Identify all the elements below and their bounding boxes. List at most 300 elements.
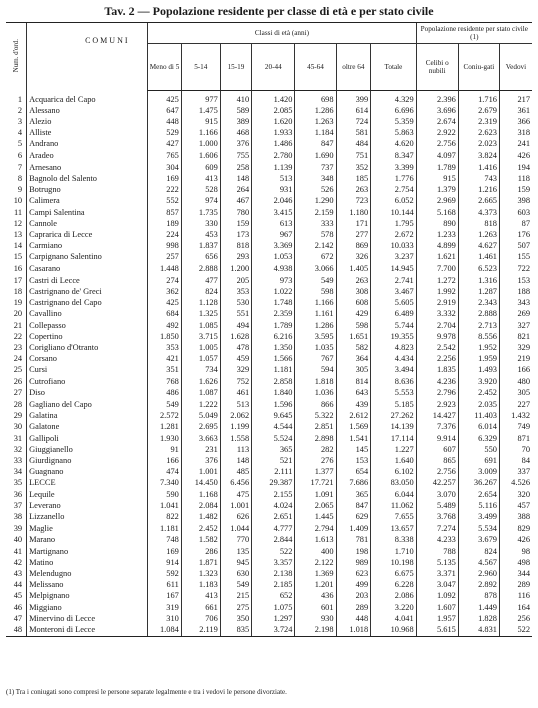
table-cell: 1.621 (416, 251, 458, 263)
table-cell: 425 (148, 297, 182, 308)
table-cell: 169 (148, 173, 182, 184)
table-cell: 1.168 (181, 489, 220, 500)
row-number: 48 (6, 624, 27, 636)
table-cell: 2.674 (416, 116, 458, 127)
row-number: 31 (13, 433, 23, 443)
table-cell: 1.092 (416, 590, 458, 602)
table-cell: 3.009 (458, 466, 499, 477)
table-cell: 189 (148, 218, 182, 229)
table-cell: 2.888 (181, 263, 220, 274)
row-number: 3 (17, 117, 23, 127)
table-cell: 389 (220, 116, 251, 127)
table-cell: 2.794 (295, 523, 336, 534)
table-cell: 36.267 (458, 477, 499, 489)
table-cell: 1.036 (295, 387, 336, 398)
table-cell: 1.493 (458, 364, 499, 376)
table-cell: 780 (220, 207, 251, 218)
table-cell: 4.024 (252, 500, 295, 511)
table-cell: 2.922 (416, 127, 458, 138)
table-cell: 1.263 (458, 229, 499, 240)
table-cell: 609 (181, 162, 220, 173)
table-cell: 166 (148, 455, 182, 466)
table-row (6, 624, 532, 636)
table-cell: 755 (220, 150, 251, 161)
table-cell: 998 (148, 240, 182, 251)
table-cell: 486 (148, 387, 182, 398)
table-cell: 1.461 (458, 251, 499, 263)
table-cell: 3.920 (458, 376, 499, 387)
table-cell: 607 (416, 444, 458, 455)
comune-name: Melpignano (27, 590, 148, 602)
table-cell: 215 (220, 590, 251, 602)
table-cell: 1.558 (220, 433, 251, 444)
table-cell: 17.114 (371, 433, 416, 444)
table-cell: 499 (336, 579, 371, 590)
comune-name: Alliste (27, 127, 148, 138)
row-number: 12 (13, 219, 23, 229)
table-cell: 198 (336, 546, 371, 557)
table-cell: 10.033 (371, 240, 416, 251)
table-row (6, 477, 532, 489)
table-cell: 550 (458, 444, 499, 455)
table-row (6, 568, 532, 579)
table-cell: 3.220 (371, 602, 416, 613)
table-cell: 1.835 (416, 364, 458, 376)
table-cell: 835 (220, 624, 251, 636)
table-cell: 1.933 (252, 127, 295, 138)
table-cell: 498 (499, 557, 532, 568)
table-cell: 847 (336, 500, 371, 511)
row-number: 7 (17, 162, 23, 172)
table-cell: 286 (181, 546, 220, 557)
table-cell: 475 (220, 489, 251, 500)
table-row (6, 399, 532, 410)
table-cell: 4.567 (458, 557, 499, 568)
table-cell: 42.257 (416, 477, 458, 489)
table-cell: 549 (295, 275, 336, 286)
table-cell: 1.286 (295, 320, 336, 331)
table-cell: 421 (148, 353, 182, 364)
table-cell: 821 (499, 331, 532, 342)
table-cell: 2.185 (252, 579, 295, 590)
table-cell: 1.613 (295, 534, 336, 546)
table-cell: 164 (499, 602, 532, 613)
row-number: 5 (17, 139, 23, 149)
table-cell: 749 (499, 421, 532, 433)
table-cell: 353 (148, 342, 182, 353)
comune-name: Galatina (27, 410, 148, 421)
table-cell: 14.945 (371, 263, 416, 274)
table-cell: 1.818 (295, 376, 336, 387)
table-cell: 1.286 (295, 105, 336, 116)
table-cell: 319 (148, 602, 182, 613)
table-cell: 5.863 (371, 127, 416, 138)
table-cell: 7.376 (416, 421, 458, 433)
table-cell: 1.735 (181, 207, 220, 218)
table-cell: 528 (181, 184, 220, 195)
table-cell: 1.379 (416, 184, 458, 195)
comune-name: Castrignano del Capo (27, 297, 148, 308)
row-number: 46 (13, 603, 23, 613)
table-cell: 3.696 (416, 105, 458, 116)
table-cell: 522 (252, 546, 295, 557)
table-cell: 6.102 (371, 466, 416, 477)
table-cell: 2.672 (371, 229, 416, 240)
table-cell: 549 (148, 399, 182, 410)
table-cell: 1.087 (181, 387, 220, 398)
table-cell: 176 (499, 229, 532, 240)
table-cell: 5.135 (416, 557, 458, 568)
table-cell: 1.181 (148, 523, 182, 534)
table-cell: 478 (220, 342, 251, 353)
table-cell: 530 (220, 297, 251, 308)
table-cell: 2.343 (458, 297, 499, 308)
row-number: 27 (13, 388, 23, 398)
column-header: Totale (371, 44, 416, 91)
table-cell: 654 (336, 466, 371, 477)
table-cell: 723 (336, 195, 371, 207)
table-cell: 2.919 (416, 297, 458, 308)
table-cell: 1.952 (458, 342, 499, 353)
table-cell: 205 (220, 275, 251, 286)
table-cell: 4.041 (371, 613, 416, 624)
table-row (6, 613, 532, 624)
table-row (6, 195, 532, 207)
table-row (6, 602, 532, 613)
row-number: 29 (13, 410, 23, 420)
table-cell: 4.831 (458, 624, 499, 636)
table-cell: 293 (220, 251, 251, 263)
table-cell: 1.369 (295, 568, 336, 579)
table-cell: 1.180 (336, 207, 371, 218)
table-cell: 507 (499, 240, 532, 251)
table-cell: 4.627 (458, 240, 499, 251)
table-cell: 400 (295, 546, 336, 557)
table-row (6, 410, 532, 421)
table-cell: 1.000 (181, 138, 220, 150)
row-number: 35 (13, 478, 23, 488)
comune-name: Corsano (27, 353, 148, 364)
table-row (6, 116, 532, 127)
comune-name: Carmiano (27, 240, 148, 251)
row-number: 39 (13, 523, 23, 533)
table-cell: 264 (220, 184, 251, 195)
table-cell: 1.959 (458, 353, 499, 364)
table-row (6, 444, 532, 455)
table-row (6, 489, 532, 500)
table-cell: 722 (499, 263, 532, 274)
comuni-header: COMUNI (27, 23, 148, 91)
table-cell: 467 (220, 195, 251, 207)
table-cell: 3.332 (416, 308, 458, 320)
table-cell: 2.198 (295, 624, 336, 636)
table-cell: 274 (148, 275, 182, 286)
table-cell: 2.713 (458, 320, 499, 331)
row-number: 8 (17, 173, 23, 183)
comune-name: Gagliano del Capo (27, 399, 148, 410)
table-cell: 5.168 (416, 207, 458, 218)
table-cell: 361 (499, 105, 532, 116)
table-cell: 7.655 (371, 511, 416, 522)
table-cell: 3.415 (252, 207, 295, 218)
table-cell: 3.371 (416, 568, 458, 579)
table-cell: 87 (499, 218, 532, 229)
table-cell: 2.111 (252, 466, 295, 477)
table-cell: 2.119 (181, 624, 220, 636)
table-cell: 352 (336, 162, 371, 173)
table-row (6, 218, 532, 229)
table-cell: 1.166 (181, 127, 220, 138)
table-cell: 2.960 (458, 568, 499, 579)
comune-name: Caprarica di Lecce (27, 229, 148, 240)
table-cell: 1.001 (181, 466, 220, 477)
table-cell: 222 (148, 184, 182, 195)
table-cell: 589 (220, 105, 251, 116)
table-cell: 1.626 (181, 376, 220, 387)
table-cell: 169 (148, 546, 182, 557)
comune-name: Melendugno (27, 568, 148, 579)
row-number: 16 (13, 264, 23, 274)
row-number: 6 (17, 151, 23, 161)
table-cell: 866 (295, 399, 336, 410)
table-cell: 1.075 (252, 602, 295, 613)
row-number: 2 (17, 106, 23, 116)
table-cell: 1.828 (458, 613, 499, 624)
comune-name: Alessano (27, 105, 148, 116)
table-cell: 521 (252, 455, 295, 466)
table-cell: 945 (220, 557, 251, 568)
comune-name: Acquarica del Capo (27, 91, 148, 106)
column-header: Vedovi (499, 44, 532, 91)
comune-name: Alezio (27, 116, 148, 127)
row-number: 14 (13, 241, 23, 251)
table-cell: 6.675 (371, 568, 416, 579)
table-cell: 6.052 (371, 195, 416, 207)
table-cell: 613 (252, 218, 295, 229)
table-cell: 2.695 (181, 421, 220, 433)
table-cell: 768 (148, 376, 182, 387)
table-cell: 362 (148, 286, 182, 297)
row-number: 15 (13, 252, 23, 262)
table-cell: 2.142 (295, 240, 336, 251)
table-cell: 1.001 (220, 500, 251, 511)
table-cell: 6.014 (458, 421, 499, 433)
comune-name: Leverano (27, 500, 148, 511)
table-cell: 8.556 (458, 331, 499, 342)
table-cell: 305 (336, 364, 371, 376)
table-cell: 8.338 (371, 534, 416, 546)
table-cell: 914 (148, 557, 182, 568)
table-cell: 1.201 (295, 579, 336, 590)
table-cell: 427 (148, 138, 182, 150)
table-cell: 890 (416, 218, 458, 229)
table-cell: 145 (336, 444, 371, 455)
table-cell: 2.844 (252, 534, 295, 546)
table-cell: 2.704 (416, 320, 458, 331)
table-cell: 2.756 (416, 138, 458, 150)
table-cell: 5.049 (181, 410, 220, 421)
table-cell: 1.569 (336, 421, 371, 433)
table-cell: 448 (336, 613, 371, 624)
table-cell: 2.754 (371, 184, 416, 195)
table-cell: 931 (252, 184, 295, 195)
table-cell: 647 (148, 105, 182, 116)
table-cell: 1.377 (295, 466, 336, 477)
age-group-header: Classi di età (anni) (148, 23, 416, 44)
table-cell: 304 (148, 162, 182, 173)
table-cell: 113 (220, 444, 251, 455)
comune-name: LECCE (27, 477, 148, 489)
table-cell: 330 (181, 218, 220, 229)
table-cell: 10.968 (371, 624, 416, 636)
table-cell: 1.199 (220, 421, 251, 433)
comune-name: Casarano (27, 263, 148, 274)
table-cell: 1.449 (458, 602, 499, 613)
column-header: 20-44 (252, 44, 295, 91)
table-cell: 2.084 (181, 500, 220, 511)
table-cell: 3.237 (371, 251, 416, 263)
table-cell: 2.654 (458, 489, 499, 500)
table-cell: 824 (181, 286, 220, 297)
column-header: 5-14 (181, 44, 220, 91)
table-cell: 84 (499, 455, 532, 466)
table-cell: 376 (181, 455, 220, 466)
table-cell: 194 (499, 162, 532, 173)
table-cell: 1.566 (252, 353, 295, 364)
table-row (6, 421, 532, 433)
table-cell: 1.316 (458, 275, 499, 286)
row-number: 17 (13, 275, 23, 285)
table-cell: 1.022 (252, 286, 295, 297)
table-cell: 5.185 (371, 399, 416, 410)
comune-name: Cutrofiano (27, 376, 148, 387)
table-cell: 153 (499, 275, 532, 286)
table-cell: 1.166 (295, 297, 336, 308)
table-cell: 10.198 (371, 557, 416, 568)
table-cell: 581 (336, 127, 371, 138)
comune-name: Gallipoli (27, 433, 148, 444)
table-cell: 1.789 (416, 162, 458, 173)
table-cell: 153 (336, 455, 371, 466)
row-number: 47 (13, 614, 23, 624)
table-row (6, 433, 532, 444)
table-row (6, 342, 532, 353)
table-cell: 2.452 (181, 523, 220, 534)
comune-name: Monteroni di Lecce (27, 624, 148, 636)
table-cell: 269 (499, 308, 532, 320)
table-row (6, 466, 532, 477)
column-header: 45-64 (295, 44, 336, 91)
row-number: 23 (13, 343, 23, 353)
row-number: 41 (13, 546, 23, 556)
comune-name: Martignano (27, 546, 148, 557)
table-cell: 1.297 (252, 613, 295, 624)
table-cell: 4.236 (416, 376, 458, 387)
table-cell: 1.475 (181, 105, 220, 116)
table-cell: 4.233 (416, 534, 458, 546)
table-cell: 2.396 (416, 91, 458, 106)
comune-name: Castrignano de' Greci (27, 286, 148, 297)
row-number: 22 (13, 331, 23, 341)
table-cell: 351 (148, 364, 182, 376)
table-cell: 474 (148, 466, 182, 477)
table-cell: 327 (499, 320, 532, 331)
row-number: 38 (13, 512, 23, 522)
table-cell: 977 (181, 91, 220, 106)
row-number: 42 (13, 557, 23, 567)
row-number: 44 (13, 580, 23, 590)
table-cell: 1.651 (336, 331, 371, 342)
table-cell: 788 (416, 546, 458, 557)
table-cell: 484 (336, 138, 371, 150)
table-cell: 2.256 (416, 353, 458, 364)
row-number: 37 (13, 501, 23, 511)
comune-name: Arnesano (27, 162, 148, 173)
table-cell: 513 (220, 399, 251, 410)
table-cell: 781 (336, 534, 371, 546)
table-cell: 1.850 (148, 331, 182, 342)
table-cell: 2.062 (220, 410, 251, 421)
table-cell: 915 (416, 173, 458, 184)
table-cell: 2.796 (416, 387, 458, 398)
table-cell: 439 (336, 399, 371, 410)
table-cell: 601 (295, 602, 336, 613)
table-row (6, 376, 532, 387)
table-row (6, 297, 532, 308)
table-cell: 19.355 (371, 331, 416, 342)
table-cell: 436 (295, 590, 336, 602)
table-cell: 814 (336, 376, 371, 387)
table-cell: 275 (220, 602, 251, 613)
row-number: 34 (13, 467, 23, 477)
table-cell: 1.035 (295, 342, 336, 353)
table-cell: 3.715 (181, 331, 220, 342)
table-cell: 5.524 (252, 433, 295, 444)
table-row (6, 184, 532, 195)
table-row (6, 455, 532, 466)
table-cell: 217 (499, 91, 532, 106)
table-cell: 2.046 (252, 195, 295, 207)
table-row (6, 229, 532, 240)
table-cell: 308 (336, 286, 371, 297)
table-cell: 366 (499, 116, 532, 127)
table-row (6, 207, 532, 218)
table-row (6, 138, 532, 150)
table-cell: 7.340 (148, 477, 182, 489)
table-cell: 743 (458, 173, 499, 184)
table-cell: 629 (336, 511, 371, 522)
table-cell: 1.930 (148, 433, 182, 444)
table-cell: 3.047 (416, 579, 458, 590)
table-cell: 320 (499, 489, 532, 500)
table-cell: 1.606 (181, 150, 220, 161)
table-cell: 13.657 (371, 523, 416, 534)
table-cell: 630 (220, 568, 251, 579)
table-cell: 2.572 (148, 410, 182, 421)
table-cell: 1.640 (371, 455, 416, 466)
table-cell: 426 (499, 150, 532, 161)
table-cell: 1.290 (295, 195, 336, 207)
table-cell: 1.432 (499, 410, 532, 421)
table-row (6, 150, 532, 161)
comune-name: Giuggianello (27, 444, 148, 455)
table-row (6, 286, 532, 297)
table-cell: 224 (148, 229, 182, 240)
table-cell: 724 (336, 116, 371, 127)
comune-name: Aradeo (27, 150, 148, 161)
table-cell: 1.057 (181, 353, 220, 364)
row-number: 30 (13, 421, 23, 431)
